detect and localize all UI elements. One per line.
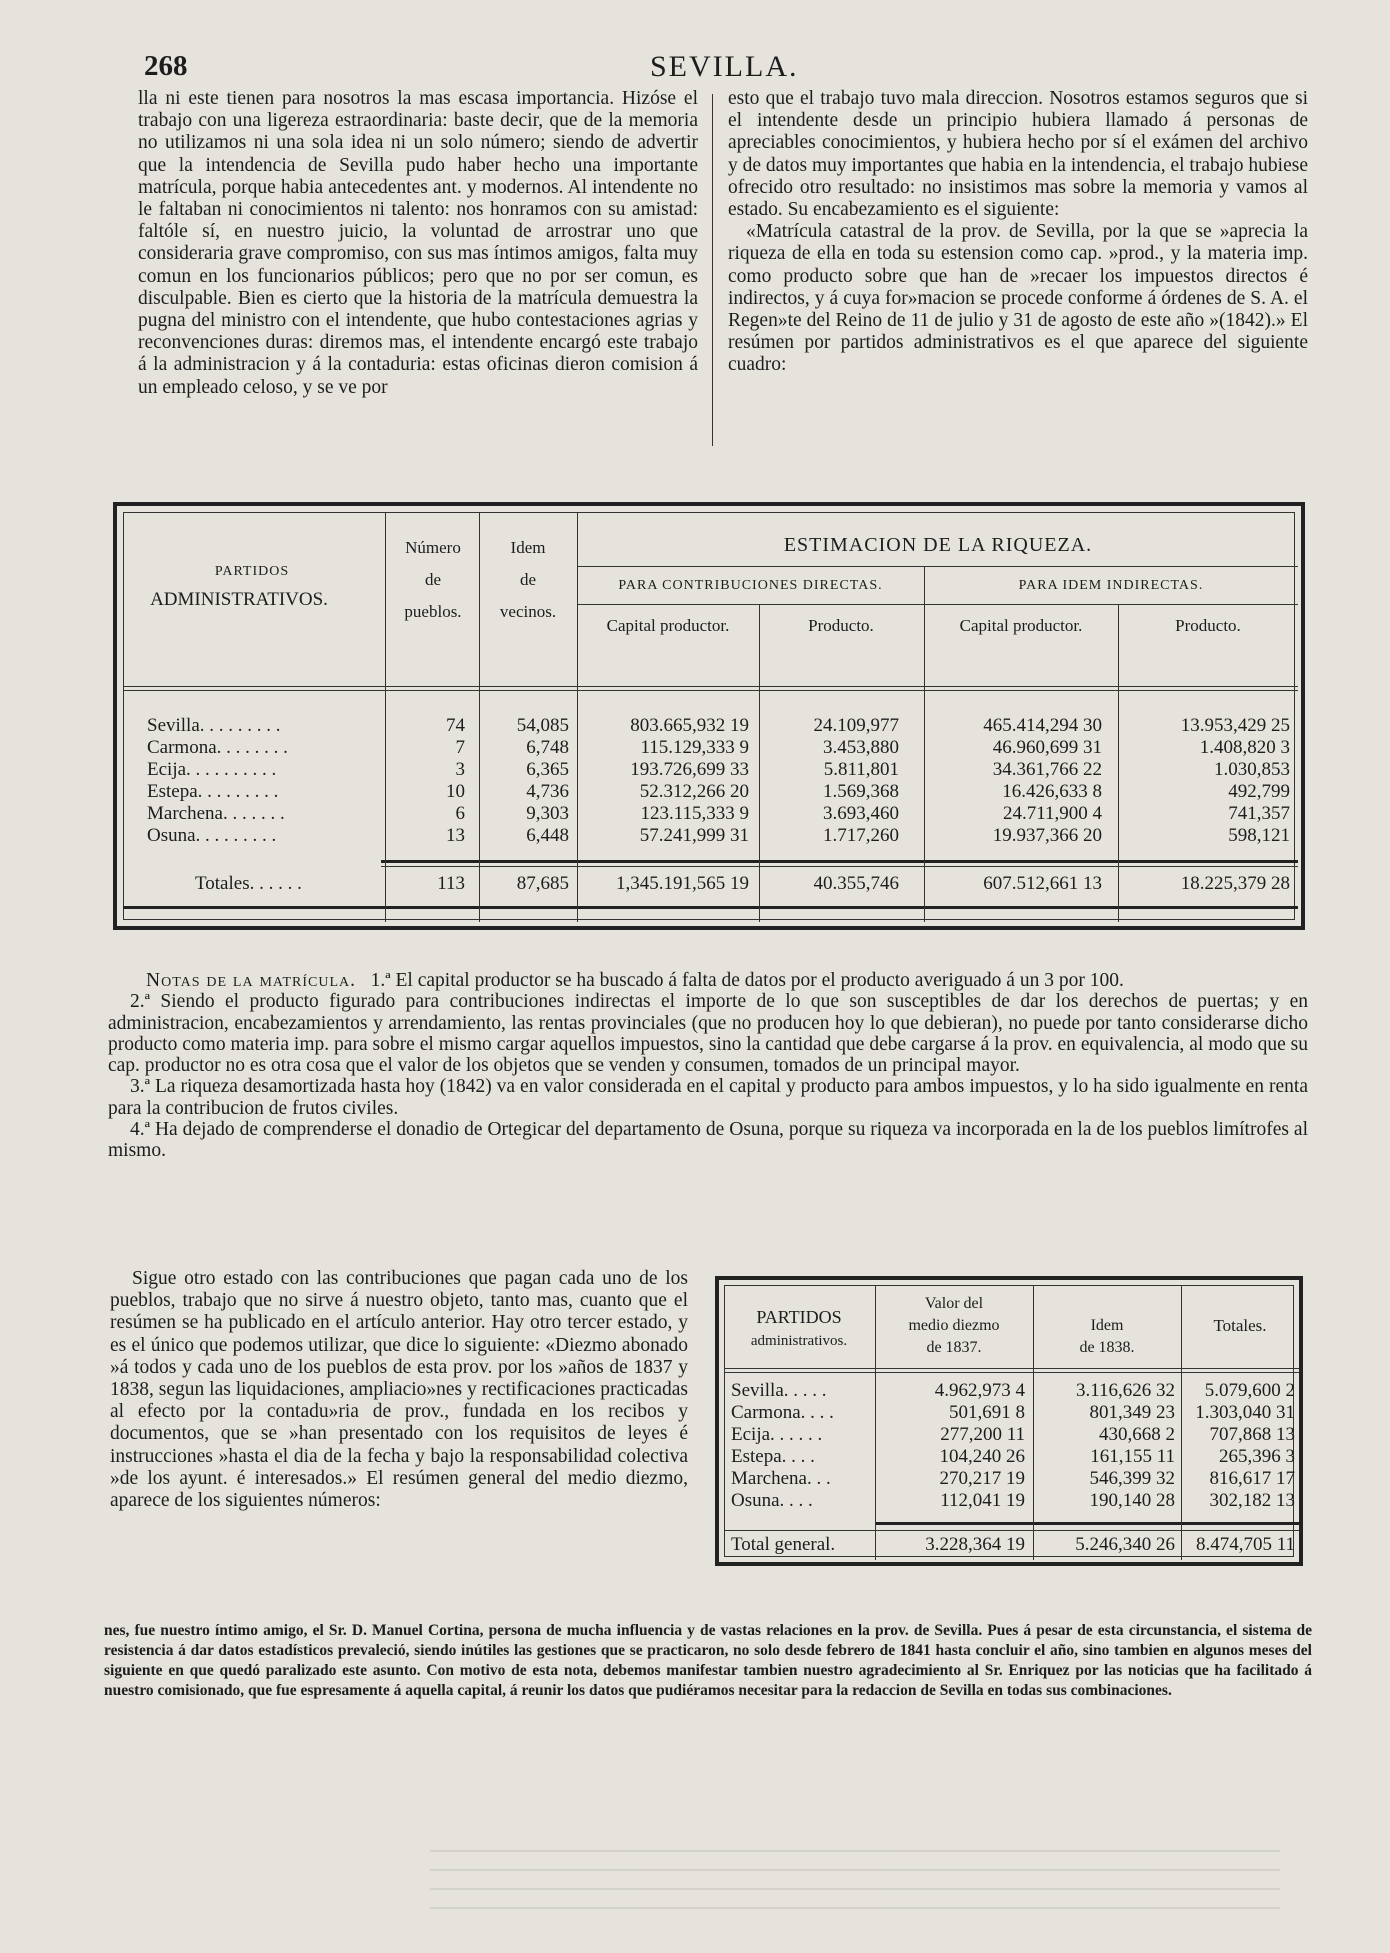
cell-pueblos: 3 <box>455 759 465 780</box>
cell-prod-ind: 1.408,820 3 <box>1199 737 1290 758</box>
header-numero-de: de <box>424 570 442 589</box>
cell-total: 707,868 13 <box>1209 1424 1295 1445</box>
note-1: 1.ª El capital productor se ha buscado á falta de datos por el producto averiguado á un 3 por 100. <box>370 970 1124 991</box>
cell-totals-label: Total general. <box>731 1534 836 1555</box>
cell-pueblos: 113 <box>437 873 465 894</box>
cell-prod-ind: 741,357 <box>1228 803 1290 824</box>
cell-prod-ind: 1.030,853 <box>1214 759 1290 780</box>
cell-cap-ind: 19.937,366 20 <box>992 825 1102 846</box>
cell-cap-dir: 803.665,932 19 <box>630 715 749 736</box>
cell-1838: 5.246,340 26 <box>1075 1534 1175 1555</box>
bleed-through-texture <box>430 1850 1280 1910</box>
cell-prod-ind: 18.225,379 28 <box>1180 873 1290 894</box>
cell-prod-dir: 24.109,977 <box>813 715 899 736</box>
rule <box>875 1522 1299 1525</box>
cell-1838: 430,668 2 <box>1099 1424 1175 1445</box>
header-pueblos: pueblos. <box>404 602 462 621</box>
cell-1837: 4.962,973 4 <box>934 1380 1025 1401</box>
rule <box>123 906 1298 909</box>
cell-vecinos: 4,736 <box>526 781 569 802</box>
header-1837: de 1837. <box>926 1339 982 1356</box>
cell-1837: 3.228,364 19 <box>925 1534 1025 1555</box>
cell-vecinos: 87,685 <box>516 873 569 894</box>
cell-totals-label: Totales. . . . . . <box>195 873 302 894</box>
cell-partido: Sevilla. . . . . <box>731 1380 827 1401</box>
rule <box>381 866 1298 867</box>
cell-1837: 277,200 11 <box>940 1424 1025 1445</box>
cell-partido: Osuna. . . . <box>731 1490 813 1511</box>
header-idem: Idem <box>1090 1317 1124 1334</box>
cell-pueblos: 74 <box>446 715 465 736</box>
cell-prod-dir: 1.717,260 <box>823 825 899 846</box>
cell-total: 1.303,040 31 <box>1195 1402 1295 1423</box>
header-numero: Número <box>405 538 461 557</box>
paragraph: Sigue otro estado con las contribuciones que pagan cada uno de los pueblos, trabajo que no sirve á nuestro objeto, tanto mas, cuanto que el resúmen se ha publicado en el artículo anterior. Hay otro tercer estado, y es el único que podemos utilizar, que dice lo siguiente: «Diezmo abonado »á todos y cada uno de los pueblos de esta prov. por los »años de 1837 y 1838, segun las liquidaciones, ampliacio»nes y rectificaciones practicadas al efecto por la contadu»ria de prov., fundada en los recibos y documentos, que se »han presentado con los requisitos de leyes é instrucciones »hasta el dia de la fecha y bajo la responsabilidad colectiva »de los ayunt. é interesados.» El resúmen general del medio diezmo, aparece de los siguientes números: <box>110 1268 688 1512</box>
cell-cap-ind: 607.512,661 13 <box>983 873 1102 894</box>
header-estimacion: ESTIMACION DE LA RIQUEZA. <box>783 534 1093 556</box>
page-number: 268 <box>144 50 188 82</box>
cell-cap-dir: 193.726,699 33 <box>630 759 749 780</box>
rule <box>725 1368 1299 1369</box>
cell-1838: 3.116,626 32 <box>1075 1380 1175 1401</box>
rule <box>381 860 1298 863</box>
header-directas: PARA CONTRIBUCIONES DIRECTAS. <box>618 578 883 593</box>
cell-pueblos: 10 <box>446 781 465 802</box>
cell-cap-ind: 34.361,766 22 <box>992 759 1102 780</box>
rule <box>725 1372 1299 1373</box>
cell-1837: 270,217 19 <box>939 1468 1025 1489</box>
cell-prod-ind: 598,121 <box>1228 825 1290 846</box>
header-capital-ind: Capital productor. <box>959 616 1083 635</box>
cell-partido: Ecija. . . . . . <box>731 1424 823 1445</box>
paragraph: esto que el trabajo tuvo mala direccion. Nosotros estamos seguros que si el intendente desde un principio hubiera llamado á personas de apreciables conocimientos, y hubiera hecho por sí el exámen del archivo y de datos muy importantes que habia en la intendencia, el trabajo hubiese ofrecido otro resultado: no insistimos mas sobre la memoria y vamos al estado. Su encabezamiento es el siguiente: <box>728 88 1308 221</box>
header-administrativos: ADMINISTRATIVOS. <box>150 589 328 610</box>
cell-partido: Carmona. . . . <box>731 1402 834 1423</box>
header-producto-ind: Producto. <box>1175 616 1241 635</box>
cell-vecinos: 9,303 <box>526 803 569 824</box>
cell-1837: 104,240 26 <box>939 1446 1025 1467</box>
header-vecinos: vecinos. <box>499 602 557 621</box>
column-bottom-left <box>110 1268 688 1512</box>
cell-prod-ind: 13.953,429 25 <box>1180 715 1290 736</box>
footnote-text: nes, fue nuestro íntimo amigo, el Sr. D. Manuel Cortina, persona de mucha influencia y de vastas relaciones en la prov. de Sevilla. Pues á pesar de esta circunstancia, el sistema de resistencia á dar datos estadísticos prevaleció, siendo inútiles las gestiones que se practicaron, no solo desde febrero de 1841 hasta concluir el año, sino tambien en algunos meses del siguiente en que quedó paralizado este asunto. Con motivo de esta nota, debemos manifestar tambien nuestro agradecimiento al Sr. Enriquez por las noticias que ha facilitado á nuestro comisionado, que fue espresamente á aquella capital, á reunir los datos que pudiéramos necesitar para la redaccion de Sevilla en todas sus combinaciones. <box>104 1622 1312 1699</box>
cell-cap-ind: 24.711,900 4 <box>1002 803 1102 824</box>
column-left <box>138 88 698 399</box>
cell-partido: Carmona. . . . . . . . <box>147 737 288 758</box>
cell-vecinos: 6,365 <box>526 759 569 780</box>
cell-cap-dir: 115.129,333 9 <box>640 737 749 758</box>
notes-section <box>108 970 1308 1162</box>
cell-cap-dir: 1,345.191,565 19 <box>616 873 749 894</box>
note-2: 2.ª Siendo el producto figurado para contribuciones indirectas el importe de lo que son susceptibles de dar los derechos de puertas; y en administracion, encabezamientos y arrendamiento, las rentas provinciales (que no producen hoy lo que debieran), no puede por tanto considerarse dicho producto como materia imp. para sobre el mismo cargar aquellos impuestos, sino la cantidad que debe cargarse á la prov. en equivalencia, al modo que su cap. productor no es otra cosa que el valor de los objetos que se venden y consumen, tomados de un principal mayor. <box>108 991 1308 1077</box>
cell-1838: 161,155 11 <box>1090 1446 1175 1467</box>
cell-cap-dir: 52.312,266 20 <box>639 781 749 802</box>
cell-partido: Sevilla. . . . . . . . . <box>147 715 281 736</box>
cell-1838: 801,349 23 <box>1089 1402 1175 1423</box>
cell-1837: 501,691 8 <box>949 1402 1025 1423</box>
cell-vecinos: 6,448 <box>526 825 569 846</box>
cell-total: 816,617 17 <box>1209 1468 1295 1489</box>
cell-total: 302,182 13 <box>1209 1490 1295 1511</box>
cell-partido: Estepa. . . . <box>731 1446 815 1467</box>
notes-title: Notas de la matrícula. <box>146 970 357 991</box>
header-partidos: PARTIDOS <box>756 1307 842 1327</box>
rule <box>123 690 1298 691</box>
cell-total: 265,396 3 <box>1219 1446 1295 1467</box>
cell-prod-dir: 1.569,368 <box>823 781 899 802</box>
cell-partido: Marchena. . . . . . . <box>147 803 285 824</box>
cell-vecinos: 6,748 <box>526 737 569 758</box>
cell-cap-ind: 46.960,699 31 <box>992 737 1102 758</box>
cell-cap-ind: 16.426,633 8 <box>1002 781 1102 802</box>
cell-1837: 112,041 19 <box>940 1490 1025 1511</box>
page-title: SEVILLA. <box>650 50 799 83</box>
cell-pueblos: 13 <box>446 825 465 846</box>
page-header <box>140 50 1310 90</box>
rule <box>578 566 1298 567</box>
cell-1838: 190,140 28 <box>1089 1490 1175 1511</box>
cell-partido: Osuna. . . . . . . . . <box>147 825 277 846</box>
header-totales: Totales. <box>1213 1316 1267 1335</box>
cell-vecinos: 54,085 <box>516 715 569 736</box>
cell-prod-ind: 492,799 <box>1228 781 1290 802</box>
cell-1838: 546,399 32 <box>1089 1468 1175 1489</box>
cell-prod-dir: 5.811,801 <box>823 759 899 780</box>
header-idem: Idem <box>510 538 546 557</box>
cell-cap-dir: 123.115,333 9 <box>640 803 749 824</box>
column-divider <box>712 94 713 446</box>
header-partidos: PARTIDOS <box>214 564 290 579</box>
cell-partido: Estepa. . . . . . . . . <box>147 781 279 802</box>
header-idem-de: de <box>519 570 537 589</box>
column-right <box>728 88 1308 377</box>
cell-pueblos: 7 <box>455 737 465 758</box>
rule <box>123 686 1298 687</box>
cell-cap-ind: 465.414,294 30 <box>983 715 1102 736</box>
cell-total: 5.079,600 2 <box>1204 1380 1295 1401</box>
header-indirectas: PARA IDEM INDIRECTAS. <box>1018 578 1204 593</box>
header-valor: Valor del <box>924 1295 984 1312</box>
header-medio-diezmo: medio diezmo <box>908 1317 1000 1334</box>
paragraph: «Matrícula catastral de la prov. de Sevilla, por la que se »aprecia la riqueza de ella en toda su estension como cap. »prod., y la materia imp. como producto sobre que han de »recaer los impuestos directos é indirectos, y á cuya for»macion se procede conforme á órdenes de S. A. el Regen»te del Reino de 11 de julio y 31 de agosto de este año »(1842).» El resúmen por partidos administrativos es el que aparece del siguiente cuadro: <box>728 221 1308 376</box>
diezmo-table <box>715 1276 1303 1566</box>
note-3: 3.ª La riqueza desamortizada hasta hoy (1842) va en valor considerada en el capital y producto para ambos impuestos, y lo ha sido igualmente en renta para la contribucion de frutos civiles. <box>108 1076 1308 1119</box>
cell-pueblos: 6 <box>455 803 465 824</box>
note-4: 4.ª Ha dejado de comprenderse el donadio de Ortegicar del departamento de Osuna, porque su riqueza va incorporada en la de los pueblos limítrofes al mismo. <box>108 1119 1308 1162</box>
header-1838: de 1838. <box>1079 1339 1135 1356</box>
cell-partido: Ecija. . . . . . . . . . <box>147 759 277 780</box>
cell-prod-dir: 3.453,880 <box>823 737 899 758</box>
paragraph: lla ni este tienen para nosotros la mas escasa importancia. Hizóse el trabajo con una ligereza estraordinaria: baste decir, que de la memoria no utilizamos ni una sola idea ni un solo número; siendo de advertir que la intendencia de Sevilla pudo haber hecho una importante matrícula, porque habia antecedentes ant. y modernos. Al intendente no le faltaban ni conocimientos ni talento: nos honramos con su amistad: faltóle sí, en nuestro juicio, la voluntad de arrostrar uno que consideraria grave compromiso, con sus mas íntimos amigos, falta muy comun en los funcionarios públicos; pero que no por ser comun, es disculpable. Bien es cierto que la historia de la matrícula demuestra la pugna del ministro con el intendente, que hubo contestaciones agrias y reconvenciones duras: diremos mas, el intendente encargó este trabajo á la administracion y á la contaduria: estas oficinas dieron comision á un empleado celoso, y se ve por <box>138 88 698 398</box>
header-administrativos: administrativos. <box>750 1333 848 1349</box>
riqueza-table <box>113 502 1305 930</box>
rule <box>578 604 1298 605</box>
cell-total: 8.474,705 11 <box>1195 1534 1295 1555</box>
cell-prod-dir: 3.693,460 <box>823 803 899 824</box>
header-capital-dir: Capital productor. <box>606 616 730 635</box>
cell-cap-dir: 57.241,999 31 <box>639 825 749 846</box>
header-producto-dir: Producto. <box>808 616 874 635</box>
footnote <box>104 1621 1312 1701</box>
cell-partido: Marchena. . . <box>731 1468 831 1489</box>
rule <box>725 1530 1299 1531</box>
cell-prod-dir: 40.355,746 <box>813 873 899 894</box>
